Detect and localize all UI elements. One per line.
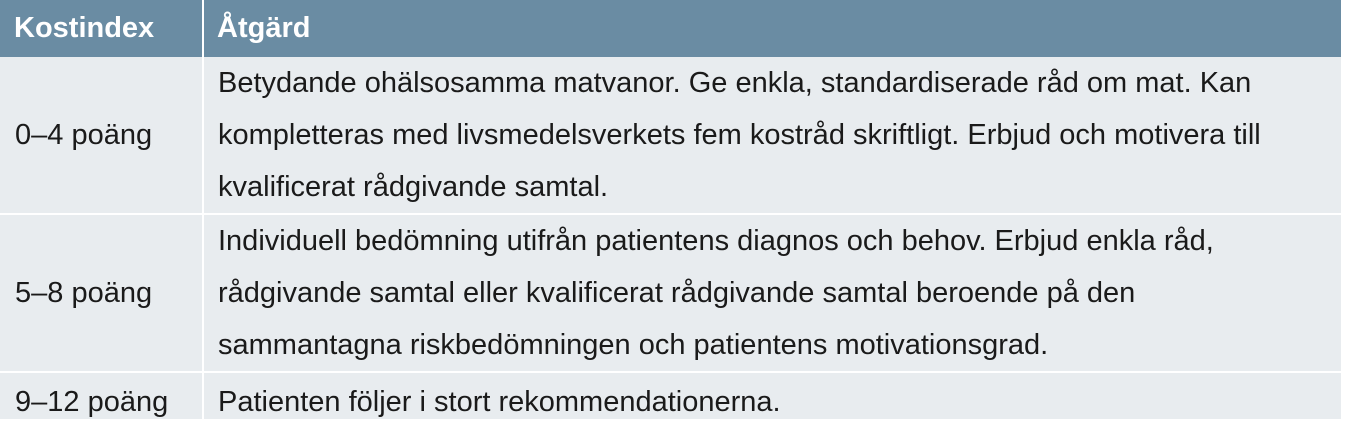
table-row [0, 57, 1341, 214]
atgard-cell: Patienten följer i stort rekommendationerna. [203, 372, 1341, 431]
atgard-cell: Betydande ohälsosamma matvanor. Ge enkla, standardiserade råd om mat. Kan kompletteras med livsmedelsverkets fem kostråd skriftligt. Erbjud och motivera till kvalificerat rådgivande samtal. [218, 67, 1261, 203]
table-row [0, 372, 1341, 431]
atgard-cell: Individuell bedömning utifrån patientens diagnos och behov. Erbjud enkla råd, rådgivande samtal eller kvalificerat rådgivande samtal beroende på den sammantagna riskbedömningen och patientens motivationsgrad. [203, 214, 1341, 372]
table-row [0, 214, 1341, 372]
kostindex-cell: 9–12 poäng [0, 372, 203, 431]
table-header-row [0, 0, 1341, 57]
header-atgard: Åtgärd [203, 0, 1341, 57]
header-kostindex: Kostindex [14, 12, 155, 44]
kostindex-cell: 0–4 poäng [0, 57, 203, 214]
kostindex-cell: 5–8 poäng [0, 214, 203, 372]
